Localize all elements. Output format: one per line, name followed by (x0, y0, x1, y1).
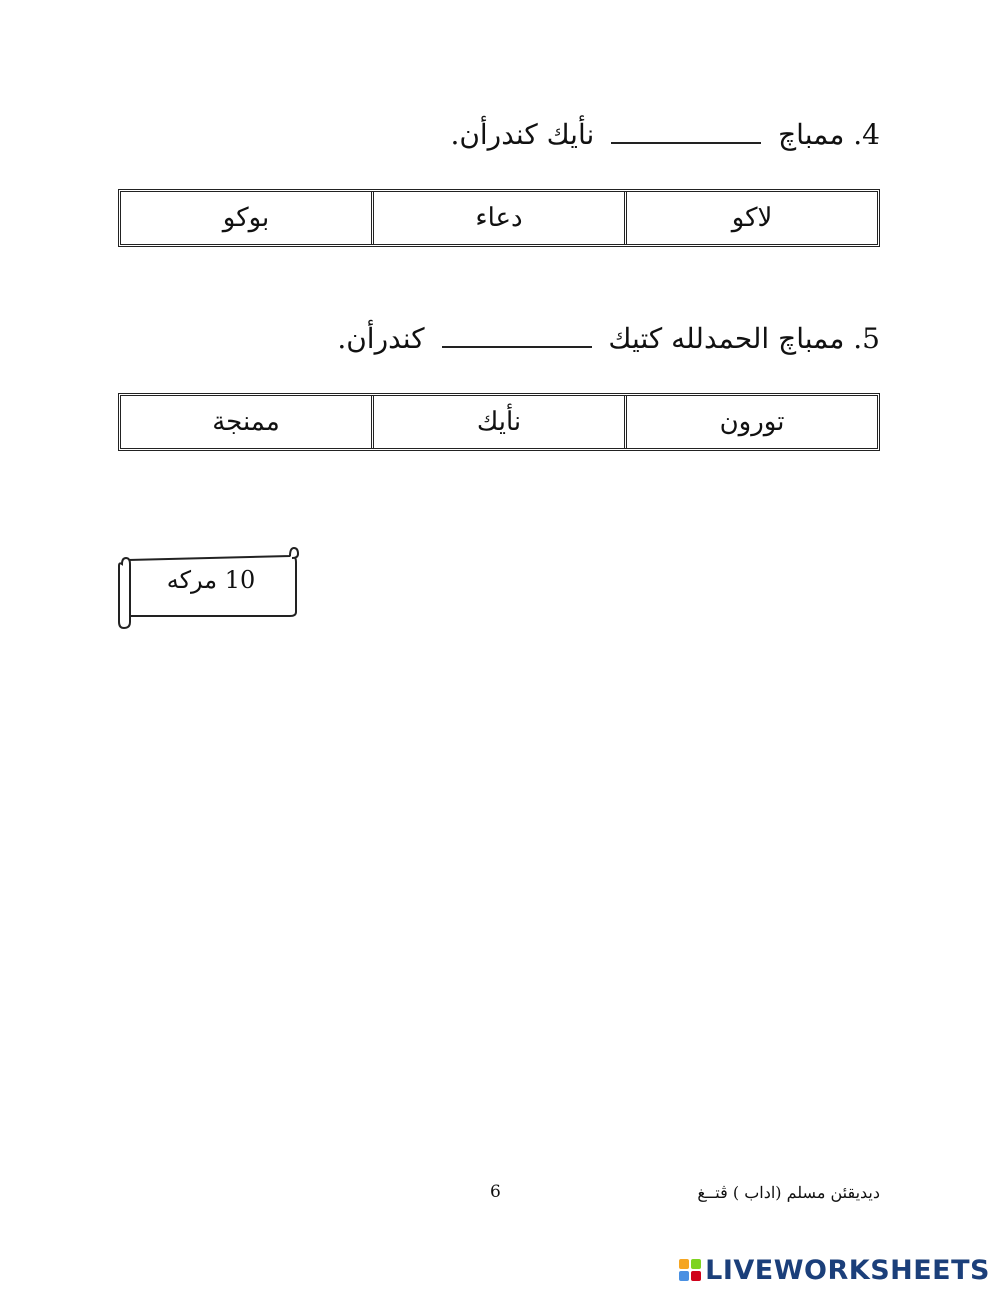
question-number: 4. (853, 118, 880, 151)
footer-title: ديديقئن مسلم (اداب ) ڤتــغ (697, 1183, 880, 1202)
question-number: 5. (853, 322, 880, 355)
option-cell[interactable]: لاكو (624, 192, 877, 244)
answer-options-5 (118, 393, 880, 451)
score-scroll (114, 546, 304, 630)
option-cell[interactable]: ممنجة (212, 407, 280, 437)
question-4 (450, 118, 880, 151)
brand-name: LIVEWORKSHEETS (705, 1254, 990, 1286)
question-text-after: كندرأن. (337, 322, 425, 355)
answer-blank[interactable] (442, 345, 592, 348)
liveworksheets-brand (679, 1255, 990, 1285)
option-cell[interactable]: دعاء (371, 192, 624, 244)
answer-blank[interactable] (611, 141, 761, 144)
question-text-before: ممباچ (778, 118, 845, 151)
question-text-before: ممباچ الحمدلله كتيك (608, 322, 845, 355)
score-label: 10 مركه (166, 566, 256, 594)
answer-options-4 (118, 189, 880, 247)
option-cell[interactable]: تورون (624, 396, 877, 448)
page-number: 6 (490, 1182, 501, 1202)
liveworksheets-logo-icon (679, 1259, 701, 1281)
question-text-after: نأيك كندرأن. (450, 118, 595, 151)
question-5 (337, 322, 880, 355)
option-cell[interactable]: بوكو (222, 203, 270, 233)
option-cell[interactable]: نأيك (371, 396, 624, 448)
